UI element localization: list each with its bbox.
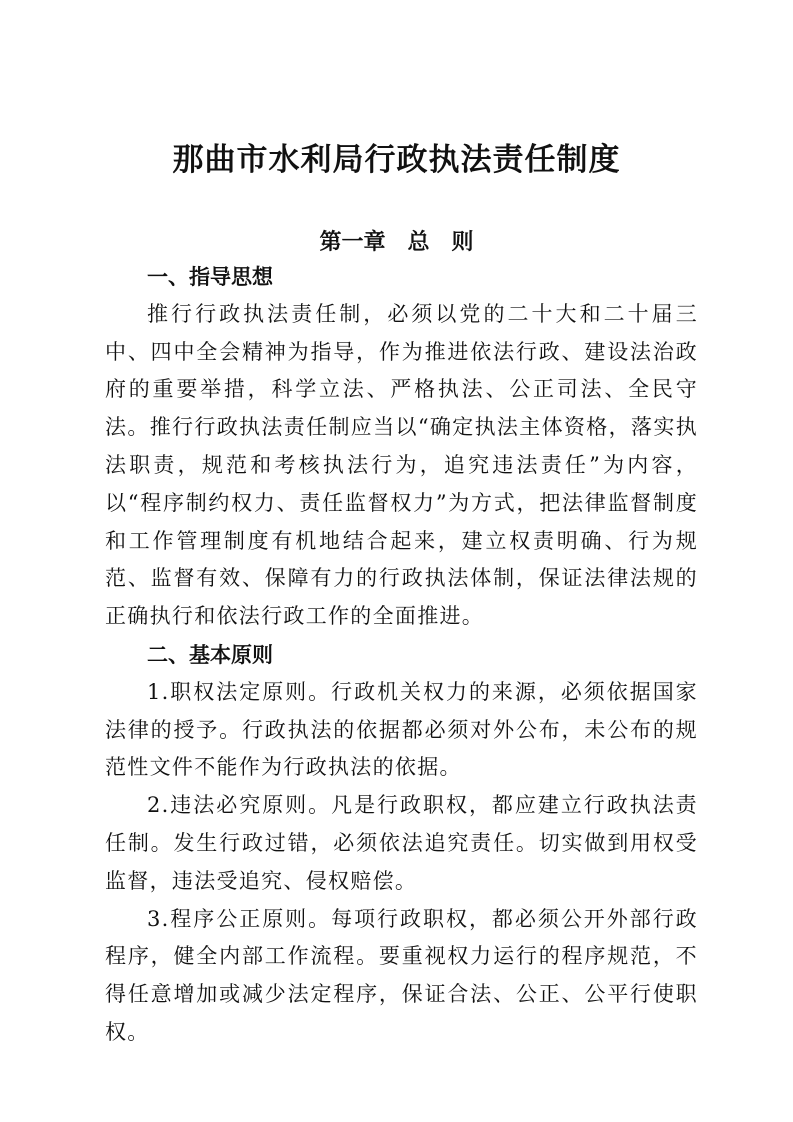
section-guiding-ideology: [105, 258, 698, 636]
section-heading: 一、指导思想: [147, 264, 273, 289]
section-basic-principles: [105, 636, 698, 1052]
section-heading: 二、基本原则: [147, 641, 273, 667]
paragraph: 1.职权法定原则。行政机关权力的来源，必须依据国家法律的授予。行政执法的依据都必须对外公布，未公布的规范性文件不能作为行政执法的依据。: [105, 679, 698, 780]
paragraph: 2.违法必究原则。凡是行政职权，都应建立行政执法责任制。发生行政过错，必须依法追究责任。切实做到用权受监督，违法受追究、侵权赔偿。: [105, 793, 698, 893]
document-title: 那曲市水利局行政执法责任制度: [172, 142, 621, 178]
document-body: [105, 258, 698, 1052]
chapter-title: 第一章 总 则: [319, 229, 474, 255]
paragraph: 3.程序公正原则。每项行政职权，都必须公开外部行政程序，健全内部工作流程。要重视权力运行的程序规范，不得任意增加或减少法定程序，保证合法、公正、公平行使职权。: [105, 906, 698, 1044]
paragraph: 推行行政执法责任制，必须以党的二十大和二十届三中、四中全会精神为指导，作为推进依法行政、建设法治政府的重要举措，科学立法、严格执法、公正司法、全民守法。推行行政执法责任制应当以“确定执法主体资格，落实执法职责，规范和考核执法行为，追究违法责任”为内容，以“程序制约权力、责任监督权力”为方式，把法律监督制度和工作管理制度有机地结合起来，建立权责明确、行为规范、监督有效、保障有力的行政执法体制，保证法律法规的正确执行和依法行政工作的全面推进。: [105, 301, 698, 629]
